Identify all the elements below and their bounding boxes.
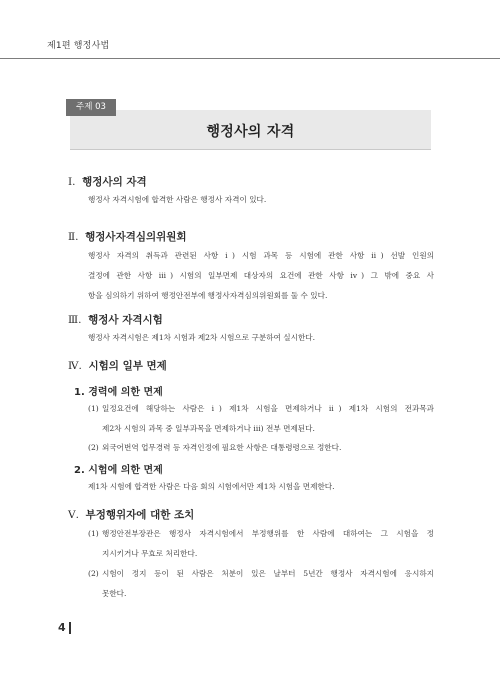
section-body-2 — [88, 246, 434, 306]
item-marker: (2) — [88, 443, 99, 452]
subsection-title: 시험에 의한 면제 — [88, 465, 163, 476]
page-number-bar — [69, 622, 71, 634]
item-line: 행정안전부장관은 행정사 자격시험에서 부정행위를 한 사람에 대하여는 그 시험을 정 — [102, 529, 434, 538]
section-title: 행정사 자격시험 — [88, 314, 163, 326]
item-line: 일정요건에 해당하는 사람은 ⅰ) 제1차 시험을 면제하거나 ⅱ) 제1차 시험의 전과목과 — [102, 404, 434, 413]
item-line: 시험이 정지 등이 된 사람은 처분이 있은 날부터 5년간 행정사 자격시험에 응시하지 — [102, 569, 434, 578]
page-title: 행정사의 자격 — [206, 124, 295, 140]
body-line: 항을 심의하기 위하여 행정안전부에 행정사자격심의위원회를 둘 수 있다. — [88, 291, 328, 300]
subsection-number: 2. — [74, 465, 85, 476]
section-number: Ⅰ. — [68, 176, 76, 188]
page-number: 4 — [58, 621, 66, 634]
subsection-title: 경력에 의한 면제 — [88, 387, 163, 398]
section-title: 부정행위자에 대한 조치 — [85, 509, 195, 521]
section-heading-3 — [68, 312, 163, 327]
section-number: Ⅴ. — [68, 509, 79, 521]
list-item — [88, 564, 434, 604]
list-item — [88, 399, 434, 439]
section-number: Ⅲ. — [68, 314, 82, 326]
section-body-1 — [88, 190, 434, 210]
section-heading-4 — [68, 358, 167, 373]
section-title: 행정사자격심의위원회 — [85, 231, 187, 243]
subsection-number: 1. — [74, 387, 85, 398]
topic-badge: 주제 03 — [66, 99, 116, 116]
body-line: 행정사 자격시험에 합격한 사람은 행정사 자격이 있다. — [88, 195, 267, 204]
section-heading-5 — [68, 507, 194, 522]
item-line: 외국어번역 업무경력 등 자격인정에 필요한 사항은 대통령령으로 정한다. — [102, 443, 342, 452]
list-item — [88, 438, 434, 458]
subsection-body-4-2 — [88, 477, 434, 497]
section-body-3 — [88, 328, 434, 348]
body-line: 행정사 자격의 취득과 관련된 사항 ⅰ) 시험 과목 등 시험에 관한 사항 ⅱ) 선발 인원의 — [88, 251, 434, 260]
section-heading-1 — [68, 174, 147, 189]
header-rule — [0, 58, 500, 59]
item-marker: (2) — [88, 569, 99, 578]
subsection-heading-4-2 — [74, 461, 163, 476]
body-line: 제1차 시험에 합격한 사람은 다음 회의 시험에서만 제1차 시험을 면제한다. — [88, 482, 335, 491]
subsection-heading-4-1 — [74, 383, 163, 398]
list-item — [88, 524, 434, 564]
item-line: 지시키거나 무효로 처리한다. — [102, 549, 198, 558]
section-title: 시험의 일부 면제 — [88, 360, 167, 372]
body-line: 행정사 자격시험은 제1차 시험과 제2차 시험으로 구분하여 실시한다. — [88, 333, 316, 342]
item-line: 제2차 시험의 과목 중 일부과목을 면제하거나 ⅲ) 전부 면제된다. — [102, 424, 315, 433]
section-number: Ⅳ. — [68, 360, 82, 372]
body-line: 결정에 관한 사항 ⅲ) 시험의 일부면제 대상자의 요건에 관한 사항 ⅳ) 그 밖에 중요 사 — [88, 271, 434, 280]
chapter-header: 제1편 행정사법 — [47, 41, 110, 51]
item-line: 못한다. — [102, 589, 127, 598]
item-marker: (1) — [88, 404, 99, 413]
section-title: 행정사의 자격 — [82, 176, 147, 188]
section-heading-2 — [68, 229, 187, 244]
item-marker: (1) — [88, 529, 99, 538]
section-number: Ⅱ. — [68, 231, 79, 243]
